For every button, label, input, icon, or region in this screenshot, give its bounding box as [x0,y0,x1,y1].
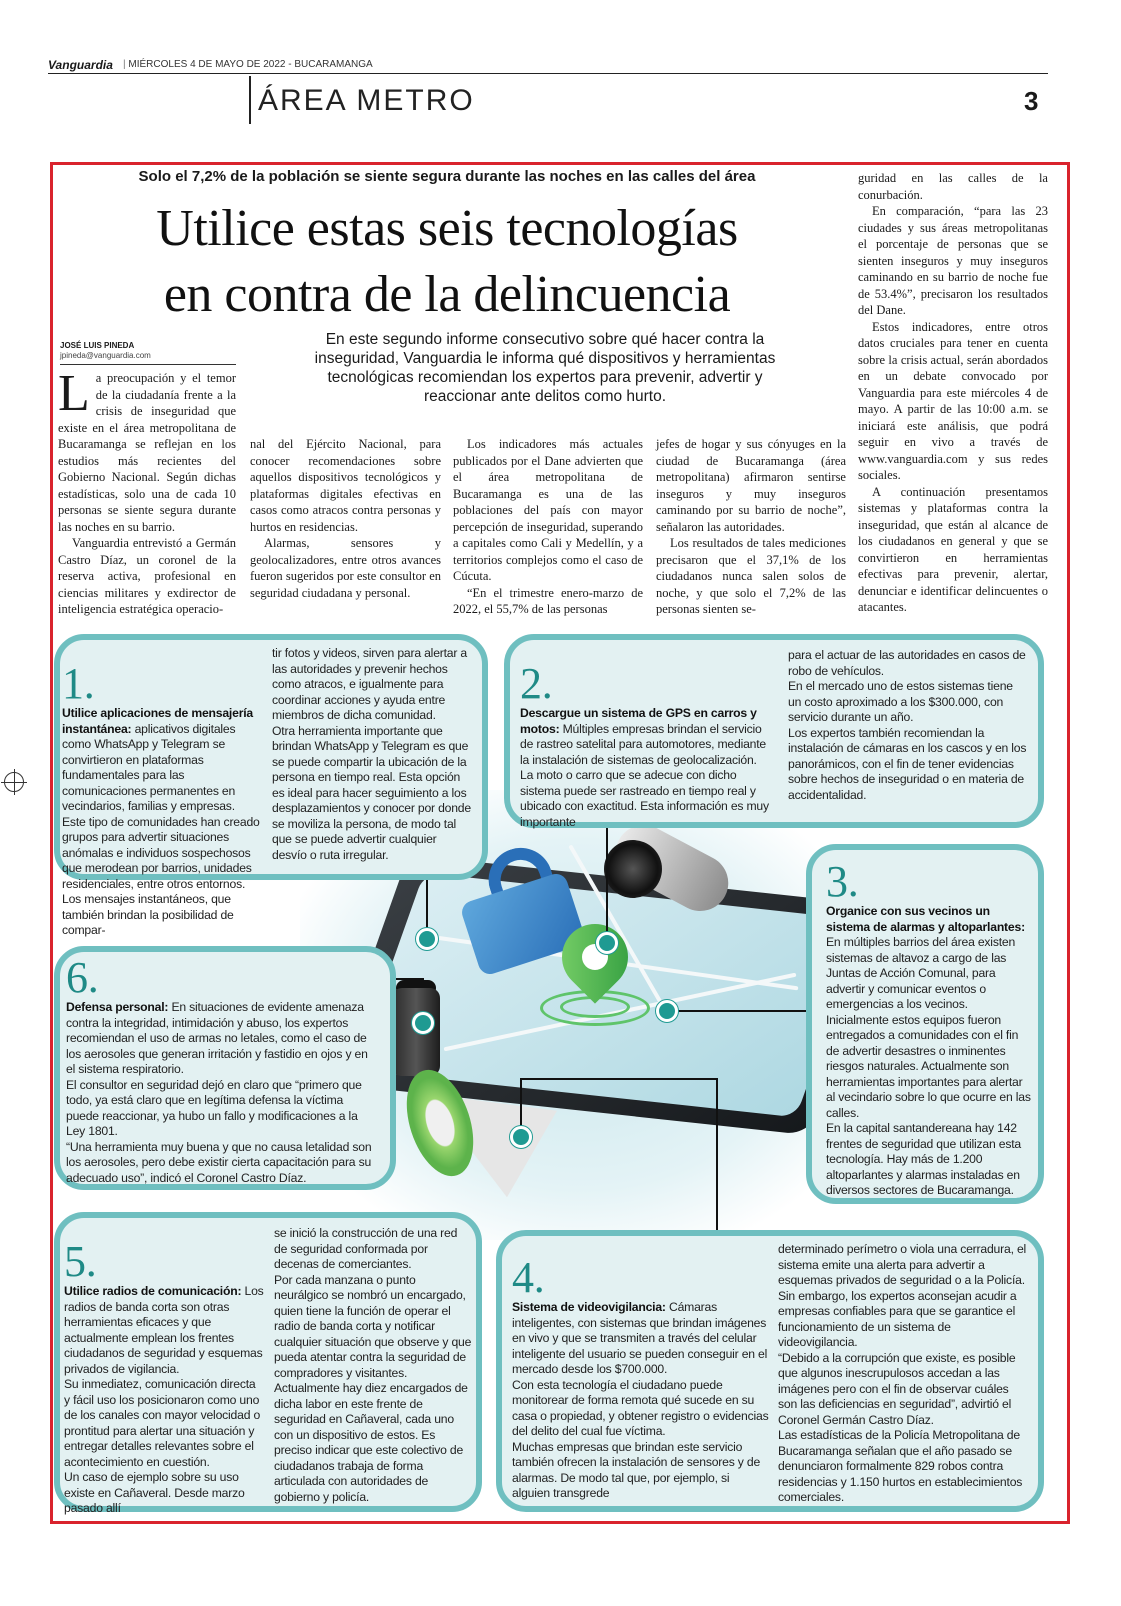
tip-card-1-right [272,646,474,863]
tip-body: Los mensajes instantáneos, que también brindan la posibilidad de compar- [62,892,234,937]
section-divider [249,76,251,124]
tip-body: Descargue un sistema de GPS en carros y motos: Múltiples empresas brindan el servicio de rastreo satelital para automotores, mediante la instalación de sistemas de geolocalización. [520,706,767,767]
headline-line-2: en contra de la delincuencia [163,266,731,323]
tip-body: Los expertos también recomiendan la instalación de cámaras en los cascos y en los panorámicos, con el fin de tener evidencias sobre hechos de inseguridad o en materia de accidentalidad. [788,725,1027,802]
tip-body: Defensa personal: En situaciones de evidente amenaza contra la integridad, intimidación y abuso, los expertos recomiendan el uso de armas no letales, como el caso de los aerosoles que generan irritación y fastidio en ojos y en el sistema respiratorio. [66,1000,368,1076]
connector-line [606,826,608,946]
tip-number: 5. [64,1237,97,1286]
tip-card-5-right [274,1226,472,1505]
paragraph: La preocupación y el temor de la ciudadanía frente a la crisis de inseguridad que existe en el área metropolitana de Bucaramanga se reflejan en los estudios más recientes del Gobierno Nacional. Según dichas estadísticas, solo una de cada 10 personas se siente segura durante las noches en su barrio. [58,365,236,534]
paragraph: Alarmas, sensores y geolocalizadores, entre otros avances fueron sugeridos por este consultor en seguridad ciudadana y personal. [250,536,441,600]
connector-line [666,1010,826,1012]
paragraph: jefes de hogar y sus cónyuges en la ciudad de Bucaramanga (área metropolitana) afirmaron sentirse inseguros y muy inseguros caminando por su barrio de noche”, señalaron las autoridades. [656,437,846,534]
tip-body: Organice con sus vecinos un sistema de alarmas y altoparlantes: En múltiples barrios del área existen sistemas de altavoz a cargo de las Juntas de Acción Comunal, para advertir y comunicar eventos o emergencias a los vecinos. [826,904,1025,1011]
tip-body: Otra herramienta importante que brindan WhatsApp y Telegram es que se puede compartir la ubicación de la persona en tiempo real. Esta opción es ideal para hacer seguimiento a los desplazamientos y conocer por donde se moviliza la persona, de modo tal que se puede advertir cualquier desvío o ruta irregular. [272,723,471,862]
tip-card-2-right [788,648,1028,803]
tip-body: En la capital santandereana hay 142 frentes de seguridad que utilizan esta tecnología. Hay más de 1.200 altoparlantes y alarmas instaladas en diversos sectores de Bucaramanga. [826,1121,1021,1197]
connector-line [716,1078,718,1238]
tip-body: Las estadísticas de la Policía Metropolitana de Bucaramanga señalan que el año pasado se denunciaron formalmente 829 robos contra residencias y 1.150 hurtos en establecimientos comerciales. [778,1428,1023,1504]
tip-card-3-text [826,857,1032,1199]
tip-body: se inició la construcción de una red de seguridad conformada por decenas de comerciantes. [274,1226,458,1271]
tip-body: Sistema de videovigilancia: Cámaras inteligentes, con sistemas que brindan imágenes en vivo y que se transmiten a través del celular inteligente del usuario se pueden conseguir en el mercado desde los $700.000. [512,1300,768,1376]
tip-body: Actualmente hay diez encargados de dicha labor en este frente de seguridad en Cañaveral, cada uno con un dispositivo de estos. Es preciso indicar que este colectivo de ciudadanos trabaja de forma articulada con autoridades de gobierno y policía. [274,1381,468,1504]
camera-lens-icon [604,840,662,898]
tip-number: 2. [520,659,553,708]
page-number: 3 [1024,86,1039,116]
tip-title: Sistema de videovigilancia: [512,1300,666,1314]
tip-body: determinado perímetro o viola una cerradura, el sistema emite una alerta para advertir a esquemas privados de seguridad o a la Policía. [778,1242,1027,1287]
tip-body: Su inmediatez, comunicación directa y fácil uso los posicionaron como uno de los canales con mayor velocidad o prontitud para alertar una situación y entregar detalles relevantes sobre el acontecimiento en cuestión. [64,1377,261,1469]
tip-title: Utilice aplicaciones de mensajería instantánea: [62,706,254,736]
issue-date: | MIÉRCOLES 4 DE MAYO DE 2022 - BUCARAMANGA [123,59,373,70]
drop-cap: L [58,365,90,422]
callout-dot [416,928,438,950]
tip-number: 3. [826,857,859,906]
tip-title: Organice con sus vecinos un sistema de alarmas y altoparlantes: [826,904,1025,934]
tip-body: Con esta tecnología el ciudadano puede monitorear de forma remota qué sucede en su casa o propiedad, y obtener registro o evidencias del delito del cual fue víctima. [512,1377,769,1438]
tip-card-6-text [66,953,376,1186]
tip-card-4-right [778,1242,1030,1506]
tip-number: 4. [512,1253,545,1302]
paragraph: A continuación presentamos sistemas y plataformas contra la inseguridad, que están al alcance de los ciudadanos en general y que se convirtieron en herramientas efectivas para prevenir, alertar, denunciar e identificar delincuentes o atacantes. [858,484,1048,614]
tip-body: La moto o carro que se adecue con dicho sistema puede ser rastreado en tiempo real y ubicado con exactitud. Esta información es muy importante [520,768,769,829]
tip-title: Descargue un sistema de GPS en carros y motos: [520,706,757,736]
body-column-5 [858,170,1048,616]
callout-dot [596,932,618,954]
paragraph: guridad en las calles de la conurbación. [858,171,1048,202]
body-column-3 [453,436,643,618]
paragraph: nal del Ejército Nacional, para conocer recomendaciones sobre aquellos dispositivos tecnológicos y plataformas digitales efectivas en casos como atracos contra personas y hurtos en residencias. [250,437,441,534]
tip-body: Sin embargo, los expertos aconsejan acudir a empresas confiables para que se garantice el funcionamiento de un sistema de videovigilancia. [778,1288,1017,1349]
tip-body: Utilice aplicaciones de mensajería instantánea: aplicativos digitales como WhatsApp y Telegram se convirtieron en plataformas fundamentales para las comunicaciones permanentes en vecindarios, familias y empresas. [62,706,254,813]
tip-card-1-left [62,659,266,939]
paragraph: Vanguardia entrevistó a Germán Castro Díaz, un coronel de la reserva activa, profesional en ciencias militares y exdirector de inteligencia estratégica operacio- [58,536,236,616]
paragraph: Estos indicadores, entre otros datos cruciales para tener en cuenta sobre la crisis actual, serán abordados en un debate convocado por Vanguardia para este miércoles 4 de mayo. A partir de las 10:00 a.m. se iniciará este análisis, que podrá seguir en vivo a través de www.vanguardia.com y sus redes sociales. [858,319,1048,482]
body-column-4 [656,436,846,618]
paragraph: En comparación, “para las 23 ciudades y sus áreas metropolitanas el porcentaje de personas que se sienten inseguros y muy inseguros caminando en su barrio de noche fue de 53.4%”, precisaron los resultados del Dane. [858,204,1048,317]
section-title: ÁREA METRO [258,84,475,117]
tip-card-5-left [64,1237,264,1517]
header-rule [48,73,1048,74]
tip-body: Este tipo de comunidades han creado grupos para advertir situaciones anómalas e individuos sospechosos que merodean por barrios, unidades residenciales, entre otros entornos. [62,814,260,891]
masthead-logo: Vanguardia [48,58,113,72]
paragraph: “En el trimestre enero-marzo de 2022, el 55,7% de las personas [453,585,643,616]
paragraph: Los resultados de tales mediciones precisaron que el 37,1% de los ciudadanos nunca salen solos de noche, y que solo el 7,2% de las personas sienten se- [656,536,846,616]
registration-mark-icon [4,772,24,792]
author-name: JOSÉ LUIS PINEDA [60,341,135,350]
tip-body: El consultor en seguridad dejó en claro que “primero que todo, ya está claro que en legítima defensa la víctima puede reaccionar, ya hubo un fallo y modificaciones a la Ley 1801. [66,1077,362,1138]
callout-dot [412,1012,434,1034]
tip-body: Un caso de ejemplo sobre su uso existe en Cañaveral. Desde marzo pasado allí [64,1470,245,1515]
tip-body: Utilice radios de comunicación: Los radios de banda corta son otras herramientas eficaces y que actualmente emplean los frentes ciudadanos de seguridad y esquemas privados de vigilancia. [64,1284,264,1376]
tip-body: Inicialmente estos equipos fueron entregados a comunidades con el fin de advertir desastres o inminentes riesgos naturales. Actualmente son herramientas importantes para alertar al vecindario sobre lo que ocurre en las calles. [826,1012,1031,1120]
author-email[interactable]: jpineda@vanguardia.com [60,351,151,360]
tip-title: Defensa personal: [66,1000,169,1014]
tip-card-2-left [520,659,772,830]
callout-dot [656,1000,678,1022]
tip-body: “Debido a la corrupción que existe, es posible que algunos inescrupulosos accedan a las imágenes pero con el fin de observar cuáles son las deficiencias en seguridad”, advirtió el Coronel Germán Castro Díaz. [778,1350,1016,1427]
body-column-2 [250,436,441,601]
tip-title: Utilice radios de comunicación: [64,1284,242,1298]
tip-body: para el actuar de las autoridades en casos de robo de vehículos. [788,648,1026,678]
connector-line [520,1078,716,1080]
tip-body: En el mercado uno de estos sistemas tiene un costo aproximado a los $300.000, con servicio durante un año. [788,679,1013,724]
tip-body: tir fotos y videos, sirven para alertar a las autoridades y prevenir hechos como atracos, e igualmente para coordinar acciones y ayuda entre miembros de dicha comunidad. [272,646,468,722]
headline-line-1: Utilice estas seis tecnologías [156,200,738,257]
callout-dot [510,1126,532,1148]
tip-body: Por cada manzana o punto neurálgico se nombró un encargado, quien tiene la función de operar el radio de banda corta y notificar cualquier situación que observe y que pueda atentar contra la seguridad de compradores y visitantes. [274,1272,472,1380]
body-column-1 [58,365,236,618]
tip-number: 6. [66,953,99,1002]
article-headline [52,196,842,328]
article-kicker: Solo el 7,2% de la población se siente segura durante las noches en las calles del área [138,168,756,185]
tip-body: “Una herramienta muy buena y que no causa letalidad son los aerosoles, pero debe existir cierta capacitación para su adecuado uso”, indicó el Coronel Castro Díaz. [66,1139,372,1185]
tip-number: 1. [62,659,95,708]
tip-body: Muchas empresas que brindan este servicio también ofrecen la instalación de sensores y de alarmas. De modo tal que, por ejemplo, si alguien transgrede [512,1439,761,1500]
tip-card-4-left [512,1253,770,1502]
article-lead: En este segundo informe consecutivo sobre qué hacer contra la inseguridad, Vanguardia le informa qué dispositivos y herramientas tecnológicas recomiendan los expertos para prevenir, advertir y reaccionar ante delitos como hurto. [314,331,776,405]
paragraph: Los indicadores más actuales publicados por el Dane advierten que el área metropolitana de Bucaramanga es una de las poblaciones del país con mayor percepción de inseguridad, superando a capitales como Cali y Medellín, y a territorios complejos como el caso de Cúcuta. [453,437,643,583]
